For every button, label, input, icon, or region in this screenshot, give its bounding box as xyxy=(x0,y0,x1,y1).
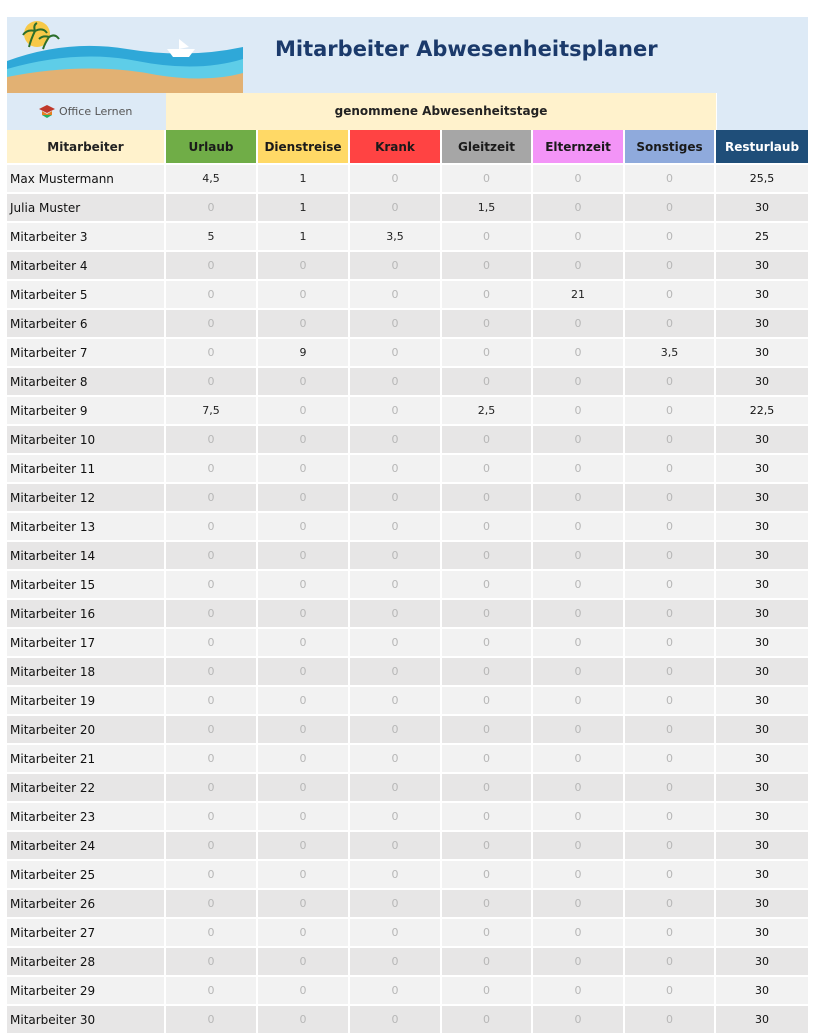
resturlaub-cell[interactable]: 30 xyxy=(716,685,808,714)
table-row xyxy=(7,1004,808,1033)
elternzeit-cell[interactable]: 0 xyxy=(533,569,625,598)
krank-cell[interactable]: 0 xyxy=(350,279,442,308)
sonstiges-cell[interactable]: 0 xyxy=(625,656,716,685)
dienstreise-cell[interactable]: 0 xyxy=(258,308,350,337)
gleitzeit-cell[interactable]: 0 xyxy=(442,337,533,366)
resturlaub-cell[interactable]: 30 xyxy=(716,656,808,685)
employee-name-cell[interactable]: Mitarbeiter 14 xyxy=(7,540,166,569)
table-row xyxy=(7,975,808,1004)
resturlaub-cell[interactable]: 30 xyxy=(716,1004,808,1033)
table-row xyxy=(7,801,808,830)
krank-cell[interactable]: 0 xyxy=(350,598,442,627)
elternzeit-cell[interactable]: 0 xyxy=(533,366,625,395)
urlaub-cell[interactable]: 0 xyxy=(166,598,258,627)
dienstreise-cell[interactable]: 0 xyxy=(258,395,350,424)
krank-cell[interactable]: 0 xyxy=(350,192,442,221)
sonstiges-cell[interactable]: 0 xyxy=(625,540,716,569)
dienstreise-cell[interactable]: 0 xyxy=(258,598,350,627)
dienstreise-cell[interactable]: 0 xyxy=(258,946,350,975)
elternzeit-cell[interactable]: 0 xyxy=(533,627,625,656)
dienstreise-cell[interactable]: 0 xyxy=(258,743,350,772)
employee-name-cell[interactable]: Mitarbeiter 8 xyxy=(7,366,166,395)
table-row xyxy=(7,279,808,308)
absence-table xyxy=(7,130,808,1033)
dienstreise-cell[interactable]: 0 xyxy=(258,888,350,917)
gleitzeit-cell[interactable]: 0 xyxy=(442,830,533,859)
sonstiges-cell[interactable]: 0 xyxy=(625,743,716,772)
gleitzeit-cell[interactable]: 0 xyxy=(442,975,533,1004)
sonstiges-cell[interactable]: 0 xyxy=(625,250,716,279)
urlaub-cell[interactable]: 0 xyxy=(166,772,258,801)
sonstiges-cell[interactable]: 0 xyxy=(625,569,716,598)
elternzeit-cell[interactable]: 0 xyxy=(533,511,625,540)
resturlaub-cell[interactable]: 30 xyxy=(716,279,808,308)
krank-cell[interactable]: 0 xyxy=(350,830,442,859)
krank-cell[interactable]: 0 xyxy=(350,308,442,337)
urlaub-cell[interactable]: 0 xyxy=(166,1004,258,1033)
table-row xyxy=(7,888,808,917)
sonstiges-cell[interactable]: 0 xyxy=(625,279,716,308)
sonstiges-cell[interactable]: 0 xyxy=(625,801,716,830)
column-header-sonstiges: Sonstiges xyxy=(625,130,716,163)
elternzeit-cell[interactable]: 0 xyxy=(533,250,625,279)
resturlaub-cell[interactable]: 30 xyxy=(716,453,808,482)
krank-cell[interactable]: 0 xyxy=(350,743,442,772)
gleitzeit-cell[interactable]: 0 xyxy=(442,366,533,395)
elternzeit-cell[interactable]: 0 xyxy=(533,975,625,1004)
elternzeit-cell[interactable]: 0 xyxy=(533,395,625,424)
subheader-band xyxy=(7,93,808,130)
elternzeit-cell[interactable]: 0 xyxy=(533,482,625,511)
sonstiges-cell[interactable]: 0 xyxy=(625,714,716,743)
sonstiges-cell[interactable]: 0 xyxy=(625,772,716,801)
table-row xyxy=(7,656,808,685)
table-row xyxy=(7,917,808,946)
employee-name-cell[interactable]: Mitarbeiter 6 xyxy=(7,308,166,337)
table-row xyxy=(7,714,808,743)
krank-cell[interactable]: 3,5 xyxy=(350,221,442,250)
employee-name-cell[interactable]: Mitarbeiter 27 xyxy=(7,917,166,946)
urlaub-cell[interactable]: 5 xyxy=(166,221,258,250)
elternzeit-cell[interactable]: 0 xyxy=(533,917,625,946)
elternzeit-cell[interactable]: 0 xyxy=(533,801,625,830)
resturlaub-cell[interactable]: 30 xyxy=(716,946,808,975)
resturlaub-cell[interactable]: 30 xyxy=(716,975,808,1004)
employee-name-cell[interactable]: Mitarbeiter 24 xyxy=(7,830,166,859)
krank-cell[interactable]: 0 xyxy=(350,366,442,395)
elternzeit-cell[interactable]: 0 xyxy=(533,656,625,685)
gleitzeit-cell[interactable]: 0 xyxy=(442,221,533,250)
sonstiges-cell[interactable]: 0 xyxy=(625,830,716,859)
employee-name-cell[interactable]: Mitarbeiter 9 xyxy=(7,395,166,424)
table-row xyxy=(7,830,808,859)
employee-name-cell[interactable]: Mitarbeiter 21 xyxy=(7,743,166,772)
header-band xyxy=(7,17,808,93)
table-row xyxy=(7,946,808,975)
krank-cell[interactable]: 0 xyxy=(350,656,442,685)
sonstiges-cell[interactable]: 0 xyxy=(625,221,716,250)
employee-name-cell[interactable]: Mitarbeiter 10 xyxy=(7,424,166,453)
gleitzeit-cell[interactable]: 0 xyxy=(442,308,533,337)
employee-name-cell[interactable]: Mitarbeiter 23 xyxy=(7,801,166,830)
resturlaub-cell[interactable]: 30 xyxy=(716,830,808,859)
resturlaub-cell[interactable]: 22,5 xyxy=(716,395,808,424)
sonstiges-cell[interactable]: 0 xyxy=(625,975,716,1004)
employee-name-cell[interactable]: Mitarbeiter 11 xyxy=(7,453,166,482)
graduation-cap-icon xyxy=(38,103,56,119)
gleitzeit-cell[interactable]: 2,5 xyxy=(442,395,533,424)
elternzeit-cell[interactable]: 0 xyxy=(533,685,625,714)
krank-cell[interactable]: 0 xyxy=(350,569,442,598)
gleitzeit-cell[interactable]: 0 xyxy=(442,598,533,627)
urlaub-cell[interactable]: 0 xyxy=(166,482,258,511)
urlaub-cell[interactable]: 0 xyxy=(166,685,258,714)
sonstiges-cell[interactable]: 0 xyxy=(625,946,716,975)
elternzeit-cell[interactable]: 0 xyxy=(533,540,625,569)
table-row xyxy=(7,627,808,656)
resturlaub-cell[interactable]: 30 xyxy=(716,308,808,337)
urlaub-cell[interactable]: 0 xyxy=(166,859,258,888)
urlaub-cell[interactable]: 0 xyxy=(166,511,258,540)
logo-text: Office Lernen xyxy=(59,105,133,118)
elternzeit-cell[interactable]: 0 xyxy=(533,163,625,192)
table-row xyxy=(7,308,808,337)
elternzeit-cell[interactable]: 0 xyxy=(533,772,625,801)
dienstreise-cell[interactable]: 0 xyxy=(258,250,350,279)
resturlaub-cell[interactable]: 30 xyxy=(716,714,808,743)
krank-cell[interactable]: 0 xyxy=(350,482,442,511)
dienstreise-cell[interactable]: 0 xyxy=(258,424,350,453)
urlaub-cell[interactable]: 0 xyxy=(166,569,258,598)
elternzeit-cell[interactable]: 0 xyxy=(533,714,625,743)
employee-name-cell[interactable]: Mitarbeiter 5 xyxy=(7,279,166,308)
resturlaub-cell[interactable]: 30 xyxy=(716,250,808,279)
employee-name-cell[interactable]: Mitarbeiter 19 xyxy=(7,685,166,714)
krank-cell[interactable]: 0 xyxy=(350,946,442,975)
gleitzeit-cell[interactable]: 0 xyxy=(442,714,533,743)
krank-cell[interactable]: 0 xyxy=(350,163,442,192)
elternzeit-cell[interactable]: 0 xyxy=(533,888,625,917)
resturlaub-cell[interactable]: 30 xyxy=(716,511,808,540)
employee-name-cell[interactable]: Mitarbeiter 26 xyxy=(7,888,166,917)
gleitzeit-cell[interactable]: 0 xyxy=(442,946,533,975)
resturlaub-cell[interactable]: 30 xyxy=(716,801,808,830)
elternzeit-cell[interactable]: 21 xyxy=(533,279,625,308)
table-row xyxy=(7,337,808,366)
column-header-urlaub: Urlaub xyxy=(166,130,258,163)
employee-name-cell[interactable]: Julia Muster xyxy=(7,192,166,221)
table-row xyxy=(7,859,808,888)
urlaub-cell[interactable]: 4,5 xyxy=(166,163,258,192)
krank-cell[interactable]: 0 xyxy=(350,395,442,424)
column-header-mitarbeiter: Mitarbeiter xyxy=(7,130,166,163)
dienstreise-cell[interactable]: 1 xyxy=(258,221,350,250)
employee-name-cell[interactable]: Mitarbeiter 13 xyxy=(7,511,166,540)
employee-name-cell[interactable]: Mitarbeiter 15 xyxy=(7,569,166,598)
resturlaub-cell[interactable]: 30 xyxy=(716,888,808,917)
dienstreise-cell[interactable]: 0 xyxy=(258,627,350,656)
resturlaub-cell[interactable]: 25,5 xyxy=(716,163,808,192)
gleitzeit-cell[interactable]: 0 xyxy=(442,482,533,511)
krank-cell[interactable]: 0 xyxy=(350,714,442,743)
urlaub-cell[interactable]: 0 xyxy=(166,540,258,569)
urlaub-cell[interactable]: 0 xyxy=(166,714,258,743)
krank-cell[interactable]: 0 xyxy=(350,453,442,482)
employee-name-cell[interactable]: Mitarbeiter 22 xyxy=(7,772,166,801)
employee-name-cell[interactable]: Mitarbeiter 4 xyxy=(7,250,166,279)
krank-cell[interactable]: 0 xyxy=(350,424,442,453)
sonstiges-cell[interactable]: 0 xyxy=(625,917,716,946)
table-row xyxy=(7,511,808,540)
urlaub-cell[interactable]: 0 xyxy=(166,888,258,917)
sonstiges-cell[interactable]: 0 xyxy=(625,192,716,221)
urlaub-cell[interactable]: 0 xyxy=(166,279,258,308)
employee-name-cell[interactable]: Mitarbeiter 12 xyxy=(7,482,166,511)
sonstiges-cell[interactable]: 0 xyxy=(625,598,716,627)
dienstreise-cell[interactable]: 0 xyxy=(258,975,350,1004)
urlaub-cell[interactable]: 0 xyxy=(166,743,258,772)
sonstiges-cell[interactable]: 0 xyxy=(625,424,716,453)
dienstreise-cell[interactable]: 0 xyxy=(258,830,350,859)
elternzeit-cell[interactable]: 0 xyxy=(533,308,625,337)
sonstiges-cell[interactable]: 0 xyxy=(625,163,716,192)
column-header-elternzeit: Elternzeit xyxy=(533,130,625,163)
elternzeit-cell[interactable]: 0 xyxy=(533,598,625,627)
sonstiges-cell[interactable]: 0 xyxy=(625,482,716,511)
dienstreise-cell[interactable]: 0 xyxy=(258,540,350,569)
krank-cell[interactable]: 0 xyxy=(350,1004,442,1033)
table-row xyxy=(7,424,808,453)
elternzeit-cell[interactable]: 0 xyxy=(533,743,625,772)
employee-name-cell[interactable]: Max Mustermann xyxy=(7,163,166,192)
column-header-resturlaub: Resturlaub xyxy=(716,130,808,163)
resturlaub-cell[interactable]: 30 xyxy=(716,569,808,598)
gleitzeit-cell[interactable]: 0 xyxy=(442,627,533,656)
krank-cell[interactable]: 0 xyxy=(350,337,442,366)
sonstiges-cell[interactable]: 0 xyxy=(625,888,716,917)
krank-cell[interactable]: 0 xyxy=(350,772,442,801)
krank-cell[interactable]: 0 xyxy=(350,859,442,888)
column-header-row xyxy=(7,130,808,163)
krank-cell[interactable]: 0 xyxy=(350,511,442,540)
gleitzeit-cell[interactable]: 0 xyxy=(442,1004,533,1033)
beach-banner-icon xyxy=(7,17,243,93)
employee-name-cell[interactable]: Mitarbeiter 18 xyxy=(7,656,166,685)
table-row xyxy=(7,453,808,482)
resturlaub-cell[interactable]: 30 xyxy=(716,482,808,511)
gleitzeit-cell[interactable]: 0 xyxy=(442,888,533,917)
sonstiges-cell[interactable]: 0 xyxy=(625,627,716,656)
urlaub-cell[interactable]: 0 xyxy=(166,917,258,946)
resturlaub-cell[interactable]: 25 xyxy=(716,221,808,250)
gleitzeit-cell[interactable]: 0 xyxy=(442,801,533,830)
gleitzeit-cell[interactable]: 0 xyxy=(442,917,533,946)
dienstreise-cell[interactable]: 0 xyxy=(258,656,350,685)
table-row xyxy=(7,482,808,511)
logo-cell xyxy=(7,93,166,130)
elternzeit-cell[interactable]: 0 xyxy=(533,946,625,975)
dienstreise-cell[interactable]: 0 xyxy=(258,917,350,946)
krank-cell[interactable]: 0 xyxy=(350,917,442,946)
dienstreise-cell[interactable]: 0 xyxy=(258,801,350,830)
elternzeit-cell[interactable]: 0 xyxy=(533,859,625,888)
employee-name-cell[interactable]: Mitarbeiter 3 xyxy=(7,221,166,250)
urlaub-cell[interactable]: 0 xyxy=(166,250,258,279)
gleitzeit-cell[interactable]: 0 xyxy=(442,569,533,598)
table-row xyxy=(7,685,808,714)
dienstreise-cell[interactable]: 1 xyxy=(258,163,350,192)
krank-cell[interactable]: 0 xyxy=(350,250,442,279)
employee-name-cell[interactable]: Mitarbeiter 20 xyxy=(7,714,166,743)
sonstiges-cell[interactable]: 0 xyxy=(625,1004,716,1033)
gleitzeit-cell[interactable]: 1,5 xyxy=(442,192,533,221)
urlaub-cell[interactable]: 0 xyxy=(166,366,258,395)
gleitzeit-cell[interactable]: 0 xyxy=(442,685,533,714)
gleitzeit-cell[interactable]: 0 xyxy=(442,511,533,540)
dienstreise-cell[interactable]: 0 xyxy=(258,685,350,714)
resturlaub-cell[interactable]: 30 xyxy=(716,743,808,772)
employee-name-cell[interactable]: Mitarbeiter 30 xyxy=(7,1004,166,1033)
dienstreise-cell[interactable]: 0 xyxy=(258,453,350,482)
dienstreise-cell[interactable]: 0 xyxy=(258,772,350,801)
dienstreise-cell[interactable]: 9 xyxy=(258,337,350,366)
gleitzeit-cell[interactable]: 0 xyxy=(442,424,533,453)
table-row xyxy=(7,598,808,627)
table-body xyxy=(7,163,808,1033)
table-row xyxy=(7,540,808,569)
urlaub-cell[interactable]: 0 xyxy=(166,830,258,859)
elternzeit-cell[interactable]: 0 xyxy=(533,830,625,859)
dienstreise-cell[interactable]: 0 xyxy=(258,511,350,540)
resturlaub-cell[interactable]: 30 xyxy=(716,192,808,221)
dienstreise-cell[interactable]: 1 xyxy=(258,192,350,221)
elternzeit-cell[interactable]: 0 xyxy=(533,1004,625,1033)
sonstiges-cell[interactable]: 0 xyxy=(625,511,716,540)
page-title: Mitarbeiter Abwesenheitsplaner xyxy=(275,37,658,61)
elternzeit-cell[interactable]: 0 xyxy=(533,337,625,366)
urlaub-cell[interactable]: 0 xyxy=(166,975,258,1004)
elternzeit-cell[interactable]: 0 xyxy=(533,424,625,453)
sonstiges-cell[interactable]: 0 xyxy=(625,308,716,337)
absence-planner-sheet xyxy=(7,17,808,1033)
krank-cell[interactable]: 0 xyxy=(350,975,442,1004)
resturlaub-cell[interactable]: 30 xyxy=(716,859,808,888)
sonstiges-cell[interactable]: 0 xyxy=(625,366,716,395)
dienstreise-cell[interactable]: 0 xyxy=(258,859,350,888)
table-row xyxy=(7,395,808,424)
resturlaub-cell[interactable]: 30 xyxy=(716,366,808,395)
employee-name-cell[interactable]: Mitarbeiter 16 xyxy=(7,598,166,627)
table-row xyxy=(7,250,808,279)
urlaub-cell[interactable]: 0 xyxy=(166,308,258,337)
column-header-gleitzeit: Gleitzeit xyxy=(442,130,533,163)
urlaub-cell[interactable]: 0 xyxy=(166,946,258,975)
krank-cell[interactable]: 0 xyxy=(350,685,442,714)
gleitzeit-cell[interactable]: 0 xyxy=(442,250,533,279)
krank-cell[interactable]: 0 xyxy=(350,540,442,569)
table-row xyxy=(7,743,808,772)
resturlaub-cell[interactable]: 30 xyxy=(716,424,808,453)
dienstreise-cell[interactable]: 0 xyxy=(258,279,350,308)
sonstiges-cell[interactable]: 0 xyxy=(625,395,716,424)
gleitzeit-cell[interactable]: 0 xyxy=(442,772,533,801)
urlaub-cell[interactable]: 0 xyxy=(166,192,258,221)
table-row xyxy=(7,366,808,395)
employee-name-cell[interactable]: Mitarbeiter 25 xyxy=(7,859,166,888)
gleitzeit-cell[interactable]: 0 xyxy=(442,540,533,569)
employee-name-cell[interactable]: Mitarbeiter 29 xyxy=(7,975,166,1004)
urlaub-cell[interactable]: 0 xyxy=(166,627,258,656)
dienstreise-cell[interactable]: 0 xyxy=(258,482,350,511)
urlaub-cell[interactable]: 7,5 xyxy=(166,395,258,424)
dienstreise-cell[interactable]: 0 xyxy=(258,366,350,395)
column-header-krank: Krank xyxy=(350,130,442,163)
resturlaub-cell[interactable]: 30 xyxy=(716,772,808,801)
employee-name-cell[interactable]: Mitarbeiter 17 xyxy=(7,627,166,656)
resturlaub-cell[interactable]: 30 xyxy=(716,337,808,366)
gleitzeit-cell[interactable]: 0 xyxy=(442,859,533,888)
krank-cell[interactable]: 0 xyxy=(350,801,442,830)
urlaub-cell[interactable]: 0 xyxy=(166,424,258,453)
urlaub-cell[interactable]: 0 xyxy=(166,337,258,366)
sonstiges-cell[interactable]: 0 xyxy=(625,859,716,888)
dienstreise-cell[interactable]: 0 xyxy=(258,569,350,598)
table-row xyxy=(7,192,808,221)
column-header-dienstreise: Dienstreise xyxy=(258,130,350,163)
resturlaub-cell[interactable]: 30 xyxy=(716,540,808,569)
table-row xyxy=(7,221,808,250)
table-row xyxy=(7,569,808,598)
krank-cell[interactable]: 0 xyxy=(350,627,442,656)
dienstreise-cell[interactable]: 0 xyxy=(258,1004,350,1033)
employee-name-cell[interactable]: Mitarbeiter 7 xyxy=(7,337,166,366)
table-row xyxy=(7,772,808,801)
right-header-band xyxy=(717,93,808,130)
gleitzeit-cell[interactable]: 0 xyxy=(442,656,533,685)
gleitzeit-cell[interactable]: 0 xyxy=(442,279,533,308)
gleitzeit-cell[interactable]: 0 xyxy=(442,163,533,192)
resturlaub-cell[interactable]: 30 xyxy=(716,917,808,946)
elternzeit-cell[interactable]: 0 xyxy=(533,453,625,482)
gleitzeit-cell[interactable]: 0 xyxy=(442,453,533,482)
table-row xyxy=(7,163,808,192)
elternzeit-cell[interactable]: 0 xyxy=(533,221,625,250)
resturlaub-cell[interactable]: 30 xyxy=(716,627,808,656)
sonstiges-cell[interactable]: 0 xyxy=(625,685,716,714)
employee-name-cell[interactable]: Mitarbeiter 28 xyxy=(7,946,166,975)
sonstiges-cell[interactable]: 3,5 xyxy=(625,337,716,366)
absence-group-header: genommene Abwesenheitstage xyxy=(166,93,716,130)
dienstreise-cell[interactable]: 0 xyxy=(258,714,350,743)
gleitzeit-cell[interactable]: 0 xyxy=(442,743,533,772)
krank-cell[interactable]: 0 xyxy=(350,888,442,917)
urlaub-cell[interactable]: 0 xyxy=(166,453,258,482)
urlaub-cell[interactable]: 0 xyxy=(166,801,258,830)
urlaub-cell[interactable]: 0 xyxy=(166,656,258,685)
resturlaub-cell[interactable]: 30 xyxy=(716,598,808,627)
elternzeit-cell[interactable]: 0 xyxy=(533,192,625,221)
sonstiges-cell[interactable]: 0 xyxy=(625,453,716,482)
